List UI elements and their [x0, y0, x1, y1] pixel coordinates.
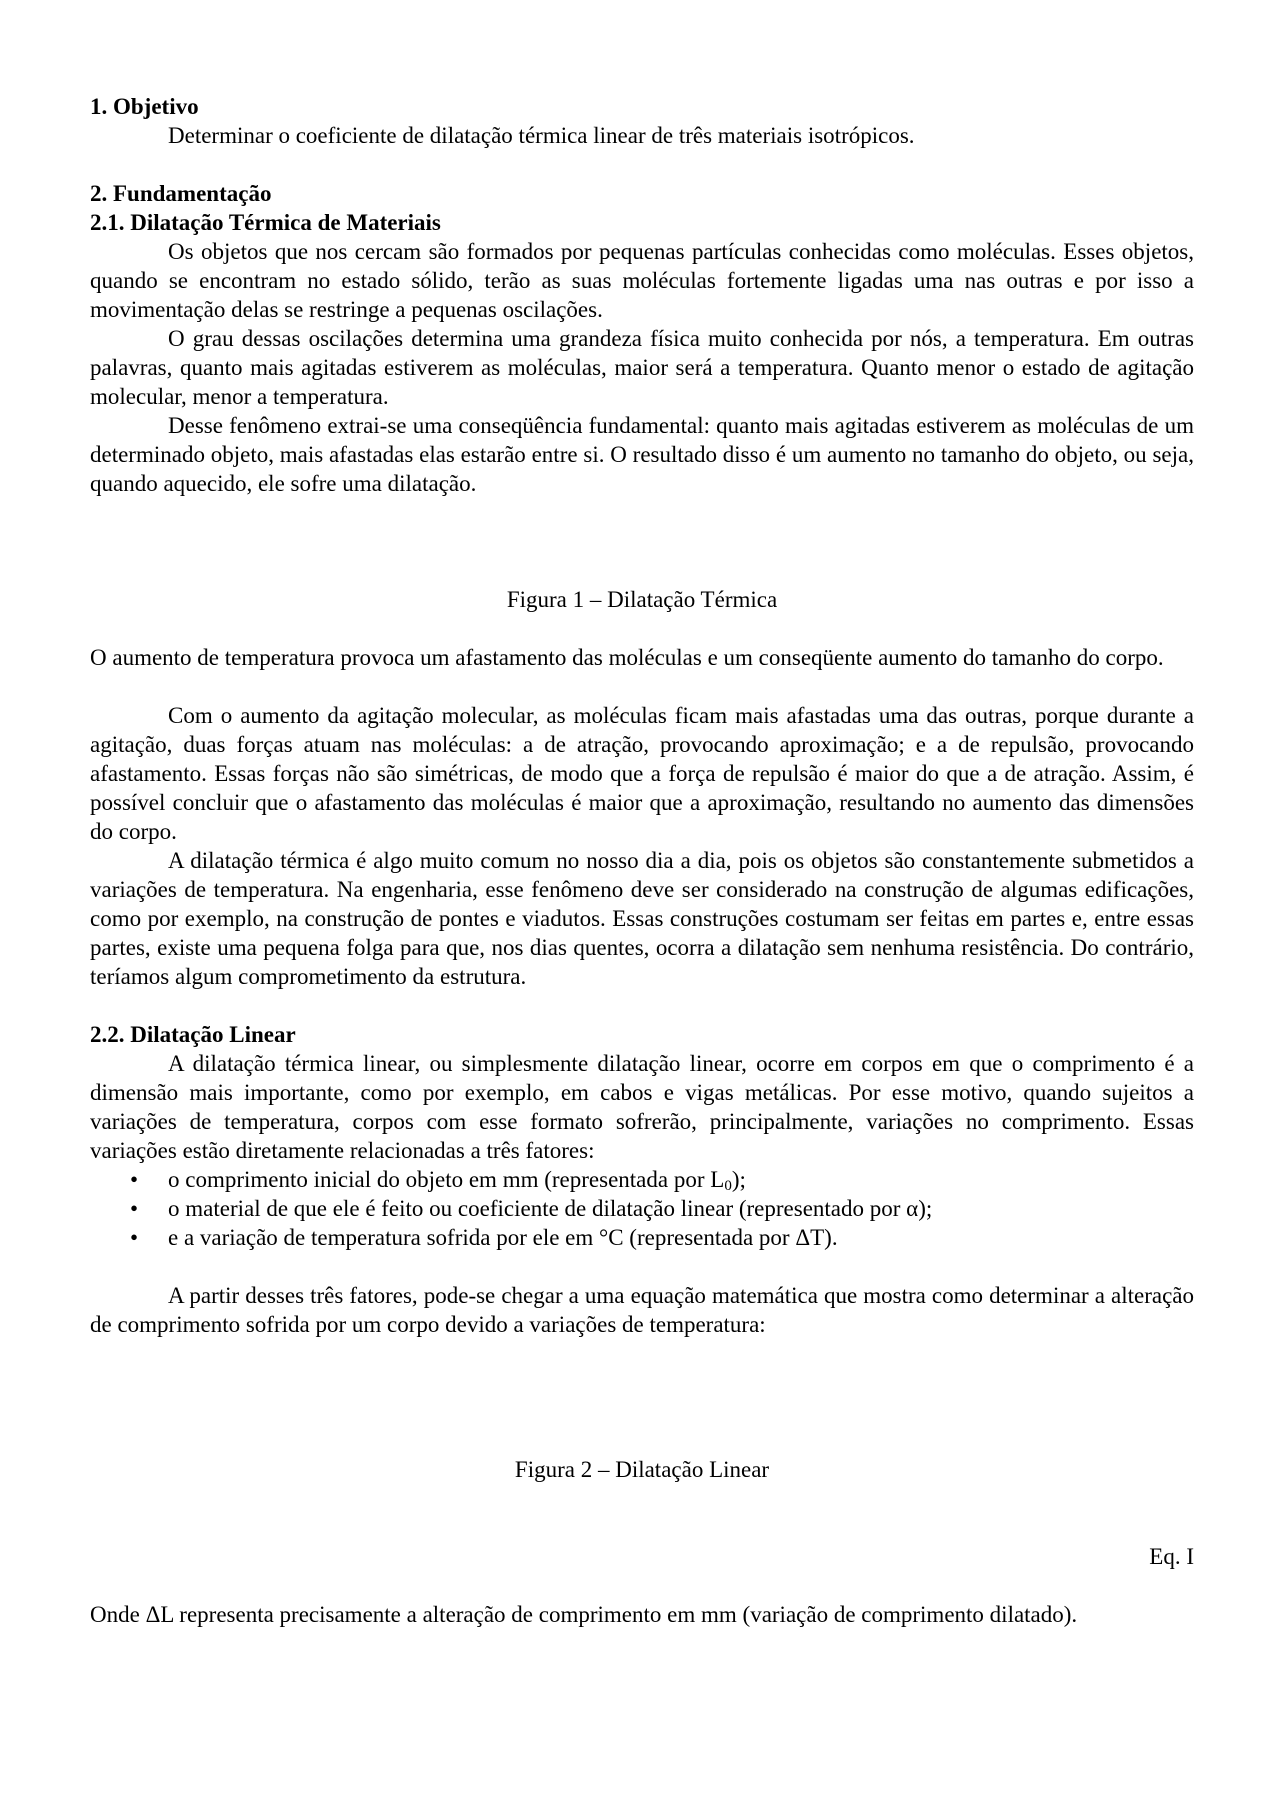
factors-list	[90, 1165, 1194, 1252]
heading-objetivo: 1. Objetivo	[90, 94, 199, 119]
paragraph: Onde ΔL representa precisamente a alteração de comprimento em mm (variação de comprimento dilatado).	[90, 1602, 1078, 1627]
list-item	[90, 1223, 1194, 1252]
list-item-text: o material de que ele é feito ou coeficiente de dilatação linear (representado por α);	[168, 1196, 933, 1221]
paragraph: A dilatação térmica é algo muito comum no nosso dia a dia, pois os objetos são constantemente submetidos a variações de temperatura. Na engenharia, esse fenômeno deve ser considerado na construção de algumas edificações, como por exemplo, na construção de pontes e viadutos. Essas construções costumam ser feitas em partes e, entre essas partes, existe uma pequena folga para que, nos dias quentes, ocorra a dilatação sem nenhuma resistência. Do contrário, teríamos algum comprometimento da estrutura.	[90, 848, 1194, 989]
list-item	[90, 1194, 1194, 1223]
equation-label: Eq. I	[1149, 1544, 1194, 1569]
figure-2-caption: Figura 2 – Dilatação Linear	[514, 1457, 770, 1482]
paragraph: Desse fenômeno extrai-se uma conseqüência fundamental: quanto mais agitadas estiverem as moléculas de um determinado objeto, mais afastadas elas estarão entre si. O resultado disso é um aumento no tamanho do objeto, ou seja, quando aquecido, ele sofre uma dilatação.	[90, 413, 1194, 496]
spacer	[90, 614, 1194, 643]
heading-fundamentacao: 2. Fundamentação	[90, 181, 272, 206]
spacer	[90, 672, 1194, 701]
bullet-icon: •	[130, 1225, 139, 1250]
heading-dilatacao-linear: 2.2. Dilatação Linear	[90, 1022, 296, 1047]
list-item-text-end: );	[731, 1167, 746, 1192]
figure-1-caption: Figura 1 – Dilatação Térmica	[506, 587, 778, 612]
paragraph: A partir desses três fatores, pode-se chegar a uma equação matemática que mostra como determinar a alteração de comprimento sofrida por um corpo devido a variações de temperatura:	[90, 1283, 1194, 1337]
paragraph: Os objetos que nos cercam são formados por pequenas partículas conhecidas como moléculas. Esses objetos, quando se encontram no estado sólido, terão as suas moléculas fortemente ligadas uma nas outras e por isso a movimentação delas se restringe a pequenas oscilações.	[90, 239, 1194, 322]
equation-area	[90, 1484, 1194, 1542]
bullet-icon: •	[130, 1196, 139, 1221]
spacer	[90, 991, 1194, 1020]
list-item-text: e a variação de temperatura sofrida por ele em °C (representada por ΔT).	[168, 1225, 838, 1250]
paragraph: Com o aumento da agitação molecular, as moléculas ficam mais afastadas uma das outras, porque durante a agitação, duas forças atuam nas moléculas: a de atração, provocando aproximação; e a de repulsão, provocando afastamento. Essas forças não são simétricas, de modo que a força de repulsão é maior do que a de atração. Assim, é possível concluir que o afastamento das moléculas é maior que a aproximação, resultando no aumento das dimensões do corpo.	[90, 703, 1194, 844]
subscript: 0	[724, 1178, 732, 1194]
spacer	[90, 1571, 1194, 1600]
figure-1-area	[90, 498, 1194, 585]
figure-2-area	[90, 1339, 1194, 1455]
paragraph: O grau dessas oscilações determina uma grandeza física muito conhecida por nós, a temperatura. Em outras palavras, quanto mais agitadas estiverem as moléculas, maior será a temperatura. Quanto menor o estado de agitação molecular, menor a temperatura.	[90, 326, 1194, 409]
bullet-icon: •	[130, 1167, 139, 1192]
paragraph: O aumento de temperatura provoca um afastamento das moléculas e um conseqüente aumento do tamanho do corpo.	[90, 645, 1164, 670]
paragraph: A dilatação térmica linear, ou simplesmente dilatação linear, ocorre em corpos em que o comprimento é a dimensão mais importante, como por exemplo, em cabos e vigas metálicas. Por esse motivo, quando sujeitos a variações de temperatura, corpos com esse formato sofrerão, principalmente, variações no comprimento. Essas variações estão diretamente relacionadas a três fatores:	[90, 1051, 1194, 1163]
list-item	[90, 1165, 1194, 1194]
objetivo-text: Determinar o coeficiente de dilatação térmica linear de três materiais isotrópicos.	[168, 123, 915, 148]
spacer	[90, 150, 1194, 179]
list-item-text: o comprimento inicial do objeto em mm (representada por L	[168, 1167, 725, 1192]
document-page	[90, 92, 1194, 1629]
heading-dilatacao-termica: 2.1. Dilatação Térmica de Materiais	[90, 210, 441, 235]
spacer	[90, 1252, 1194, 1281]
